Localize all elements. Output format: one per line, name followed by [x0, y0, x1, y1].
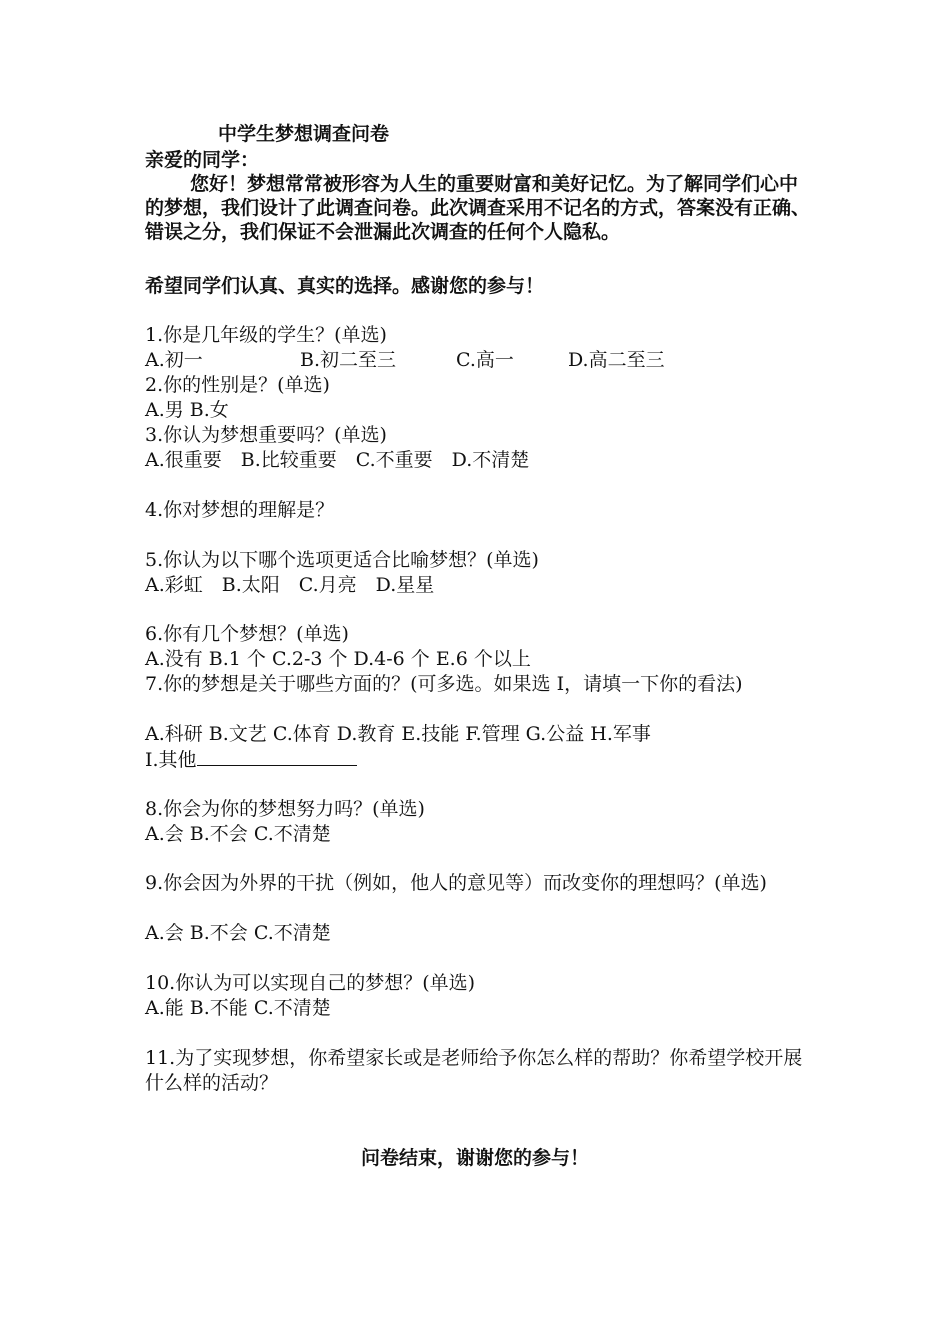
question-11: 11.为了实现梦想，你希望家长或是老师给予你怎么样的帮助？你希望学校开展什么样的活动？: [145, 1047, 803, 1094]
question-8: 8.你会为你的梦想努力吗？(单选): [145, 798, 425, 820]
option-c: C.高一: [456, 349, 514, 371]
question-7-other: [145, 747, 357, 773]
question-1: 1.你是几年级的学生？(单选): [145, 324, 387, 346]
greeting: 亲爱的同学：: [145, 149, 260, 171]
question-7: 7.你的梦想是关于哪些方面的？(可多选。如果选 I，请填一下你的看法): [145, 673, 743, 695]
request-line: 希望同学们认真、真实的选择。感谢您的参与！: [145, 275, 545, 297]
option-d: D.高二至三: [568, 349, 665, 371]
intro-paragraph: 您好！梦想常常被形容为人生的重要财富和美好记忆。为了解同学们心中的梦想，我们设计了此调查问卷。此次调查采用不记名的方式，答案没有正确、错误之分，我们保证不会泄漏此次调查的任何个人隐私。: [145, 173, 811, 243]
question-10-options: A.能 B.不能 C.不清楚: [145, 997, 331, 1019]
question-9-options: A.会 B.不会 C.不清楚: [145, 922, 331, 944]
question-9: 9.你会因为外界的干扰（例如，他人的意见等）而改变你的理想吗？(单选): [145, 872, 767, 894]
question-3: 3.你认为梦想重要吗？(单选): [145, 424, 387, 446]
option-a: A.初一: [145, 349, 203, 371]
question-6: 6.你有几个梦想？(单选): [145, 623, 349, 645]
other-fill-blank[interactable]: [197, 747, 357, 766]
question-4: 4.你对梦想的理解是？: [145, 499, 335, 521]
question-3-options: A.很重要 B.比较重要 C.不重要 D.不清楚: [145, 449, 530, 471]
question-7-options: A.科研 B.文艺 C.体育 D.教育 E.技能 F.管理 G.公益 H.军事: [145, 723, 651, 745]
question-5: 5.你认为以下哪个选项更适合比喻梦想？(单选): [145, 549, 539, 571]
other-label: I.其他: [145, 749, 197, 771]
page-title: 中学生梦想调查问卷: [218, 123, 390, 145]
option-b: B.初二至三: [300, 349, 397, 371]
question-5-options: A.彩虹 B.太阳 C.月亮 D.星星: [145, 574, 435, 596]
question-2-options: A.男 B.女: [145, 399, 229, 421]
question-1-options: [145, 348, 745, 373]
closing-line: 问卷结束，谢谢您的参与！: [360, 1147, 589, 1169]
question-6-options: A.没有 B.1 个 C.2-3 个 D.4-6 个 E.6 个以上: [145, 648, 531, 670]
question-2: 2.你的性别是？(单选): [145, 374, 330, 396]
question-8-options: A.会 B.不会 C.不清楚: [145, 823, 331, 845]
question-10: 10.你认为可以实现自己的梦想？(单选): [145, 972, 476, 994]
